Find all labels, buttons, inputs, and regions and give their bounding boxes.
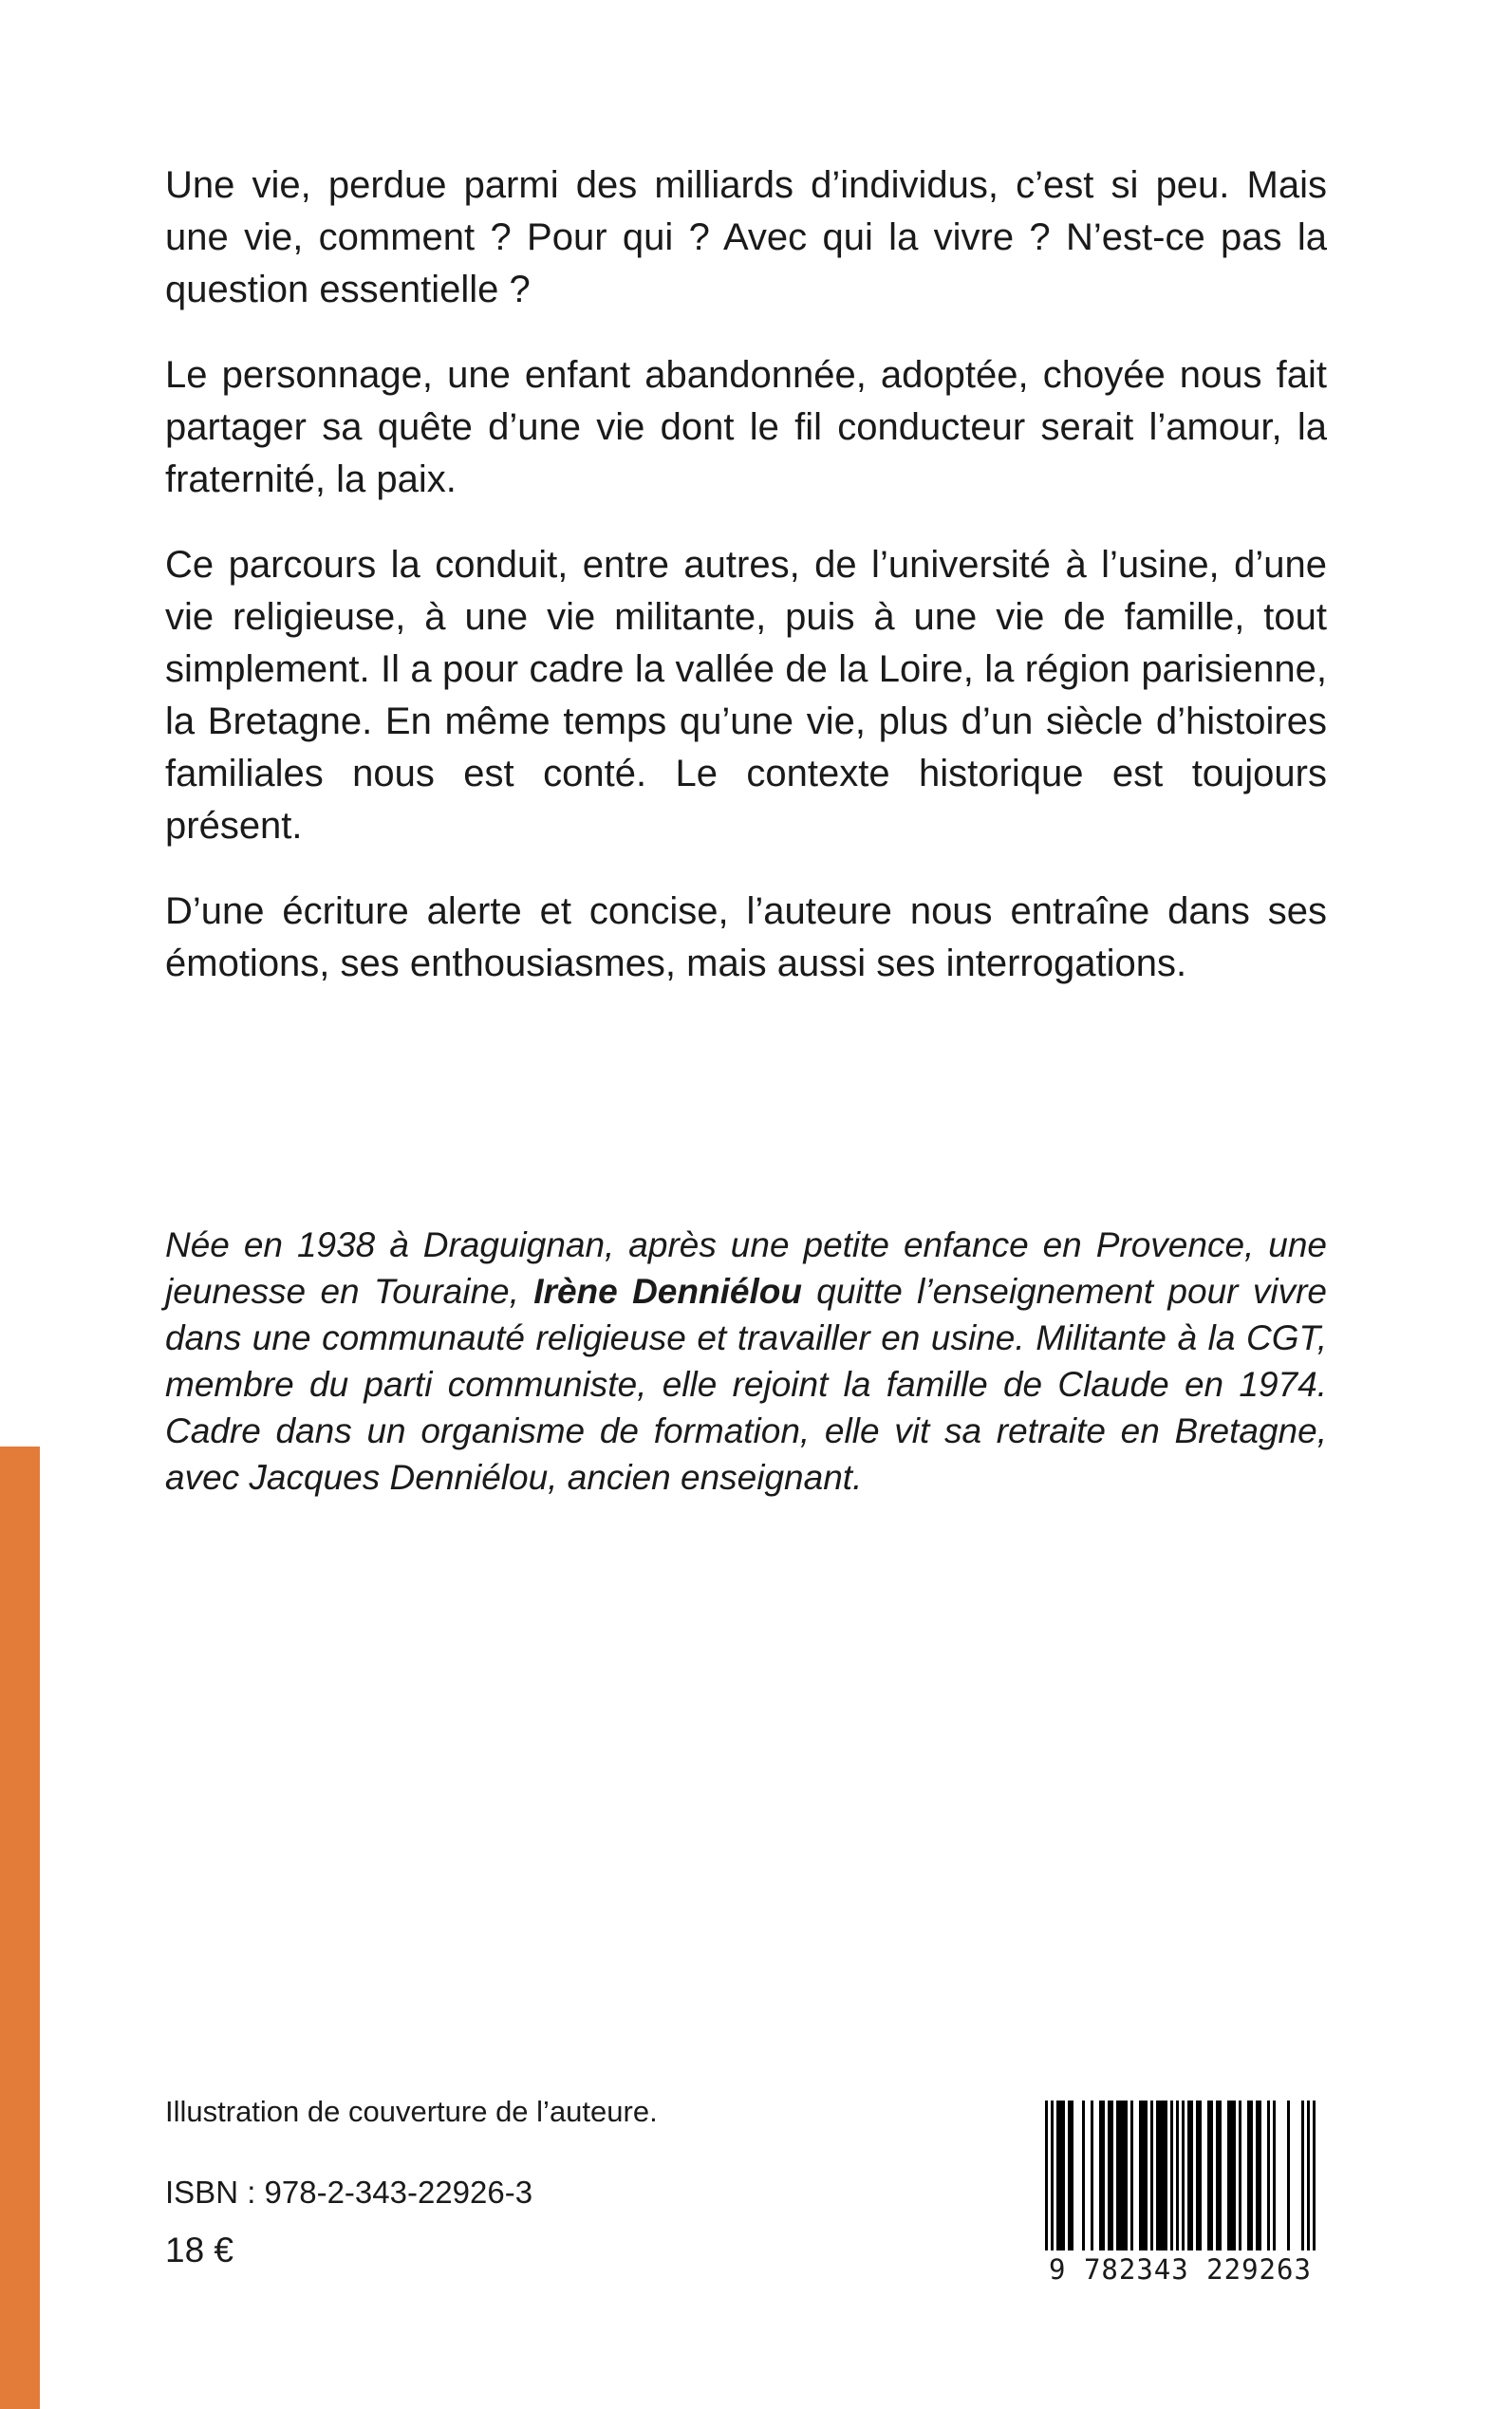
- barcode-bar: [1071, 2101, 1073, 2252]
- barcode-bar: [1099, 2101, 1102, 2252]
- blurb-paragraph-2: Le personnage, une enfant abandonnée, adoptée, choyée nous fait partager sa quête d’une vie dont le fil conducteur serait l’amour, la fraternité, la paix.: [165, 354, 1327, 500]
- barcode-bar: [1207, 2101, 1210, 2252]
- author-name: Irène Denniélou: [533, 1272, 802, 1311]
- barcode-bar: [1082, 2101, 1085, 2252]
- barcode-bar: [1239, 2101, 1241, 2252]
- barcode-bar: [1190, 2101, 1193, 2252]
- barcode-bar: [1111, 2101, 1113, 2252]
- barcode-bar: [1159, 2101, 1162, 2252]
- price: 18 €: [165, 2231, 234, 2269]
- barcode-bar: [1068, 2101, 1071, 2252]
- author-bio-paragraph: [165, 1222, 1327, 1501]
- author-bio-rest: quitte l’enseignement pour vivre dans une communauté religieuse et travailler en usine. Militante à la CGT, membre du parti communiste, elle rejoint la famille de Claude en 1974. Cadre dans un organisme de formation, elle vit sa retraite en Bretagne, avec Jacques Denniélou, ancien enseignant.: [165, 1272, 1327, 1497]
- barcode-bar: [1051, 2101, 1054, 2267]
- barcode-bar: [1062, 2101, 1065, 2252]
- barcode-bar: [1091, 2101, 1093, 2252]
- barcode-bar: [1247, 2101, 1250, 2252]
- barcode-bar: [1301, 2101, 1304, 2252]
- barcode-bar: [1199, 2101, 1202, 2252]
- barcode-bar: [1145, 2101, 1148, 2252]
- barcode-bar: [1187, 2101, 1190, 2252]
- barcode-bar: [1045, 2101, 1048, 2267]
- blurb-paragraph-4: D’une écriture alerte et concise, l’auteure nous entraîne dans ses émotions, ses enthousiasmes, mais aussi ses interrogations.: [165, 890, 1327, 984]
- barcode-bar: [1230, 2101, 1233, 2252]
- barcode-bar: [1210, 2101, 1213, 2252]
- barcode-bar: [1256, 2101, 1259, 2252]
- barcode-bar: [1219, 2101, 1222, 2252]
- barcode-bars: [1035, 2101, 1326, 2267]
- barcode-bar: [1130, 2101, 1133, 2252]
- blurb-paragraph-1: Une vie, perdue parmi des milliards d’individus, c’est si peu. Mais une vie, comment ? Pour qui ? Avec qui la vivre ? N’est-ce pas la question essentielle ?: [165, 164, 1327, 310]
- barcode-bar: [1307, 2101, 1310, 2267]
- author-bio: [165, 1222, 1327, 1501]
- barcode-bar: [1233, 2101, 1236, 2252]
- barcode-bar: [1287, 2101, 1290, 2252]
- barcode-bar: [1176, 2101, 1179, 2267]
- barcode-bar: [1125, 2101, 1128, 2252]
- isbn: ISBN : 978-2-343-22926-3: [165, 2175, 533, 2210]
- barcode-bar: [1216, 2101, 1219, 2252]
- blurb-paragraph-3: Ce parcours la conduit, entre autres, de l’université à l’usine, d’une vie religieuse, à une vie militante, puis à une vie de famille, tout simplement. Il a pour cadre la vallée de la Loire, la région parisienne, la Bretagne. En même temps qu’une vie, plus d’un siècle d’histoires familiales nous est conté. Le contexte historique est toujours présent.: [165, 544, 1327, 847]
- barcode-bar: [1116, 2101, 1119, 2252]
- author-bio-intro: Née en 1938 à Draguignan, après une petite enfance en Provence, une jeunesse en Touraine,: [165, 1225, 1327, 1311]
- barcode-bar: [1156, 2101, 1159, 2252]
- barcode-bar: [1182, 2101, 1185, 2267]
- barcode: [1035, 2101, 1326, 2290]
- barcode-bar: [1108, 2101, 1111, 2252]
- barcode-bar: [1196, 2101, 1199, 2252]
- barcode-digits: 9 782343 229263: [1035, 2250, 1326, 2288]
- barcode-bar: [1313, 2101, 1316, 2267]
- barcode-bar: [1227, 2101, 1230, 2252]
- barcode-bar: [1056, 2101, 1059, 2252]
- barcode-bar: [1165, 2101, 1167, 2252]
- barcode-bar: [1139, 2101, 1142, 2252]
- barcode-bar: [1250, 2101, 1253, 2252]
- barcode-bar: [1119, 2101, 1122, 2252]
- barcode-bar: [1259, 2101, 1261, 2252]
- barcode-bar: [1122, 2101, 1125, 2252]
- back-cover-blurb: [165, 159, 1327, 1023]
- barcode-bar: [1162, 2101, 1165, 2252]
- barcode-bar: [1102, 2101, 1105, 2252]
- accent-bar: [0, 1447, 40, 2409]
- barcode-bar: [1267, 2101, 1270, 2252]
- barcode-bar: [1059, 2101, 1062, 2252]
- barcode-bar: [1142, 2101, 1145, 2252]
- barcode-bar: [1273, 2101, 1276, 2252]
- barcode-bar: [1170, 2101, 1173, 2252]
- cover-illustration-credit: Illustration de couverture de l’auteure.: [165, 2095, 658, 2128]
- barcode-bar: [1150, 2101, 1153, 2252]
